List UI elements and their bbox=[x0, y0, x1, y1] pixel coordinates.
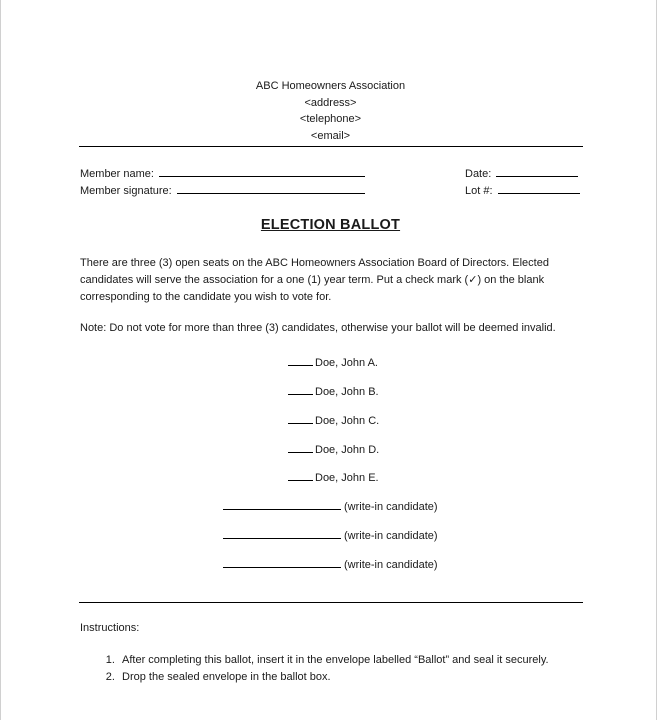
vote-blank[interactable] bbox=[288, 355, 313, 366]
write-in-label: (write-in candidate) bbox=[344, 530, 438, 542]
lot-row bbox=[465, 183, 580, 197]
intro-paragraph: There are three (3) open seats on the ABC Homeowners Association Board of Directors. Elected candidates will serve the association for a one (1) year term. Put a check mark (✓) on the blank corresponding to the candidate you wish to vote for. bbox=[80, 257, 549, 303]
candidate-name: Doe, John E. bbox=[315, 472, 379, 484]
org-name: ABC Homeowners Association bbox=[255, 80, 406, 92]
candidate-row bbox=[288, 413, 379, 427]
ballot-title: ELECTION BALLOT bbox=[260, 217, 401, 233]
org-telephone: <telephone> bbox=[299, 113, 362, 125]
date-field[interactable] bbox=[496, 166, 578, 177]
instruction-step: 1. After completing this ballot, insert it in the envelope labelled “Ballot” and seal it securely. bbox=[118, 652, 549, 669]
write-in-field[interactable] bbox=[223, 499, 341, 510]
org-email: <email> bbox=[310, 130, 351, 142]
member-signature-field[interactable] bbox=[177, 183, 365, 194]
instructions-heading: Instructions: bbox=[80, 622, 140, 634]
lot-field[interactable] bbox=[498, 183, 580, 194]
member-name-row bbox=[80, 166, 365, 180]
candidate-name: Doe, John A. bbox=[315, 357, 378, 369]
write-in-row bbox=[223, 557, 438, 571]
candidate-row bbox=[288, 442, 379, 456]
note-paragraph: Note: Do not vote for more than three (3) candidates, otherwise your ballot will be deemed invalid. bbox=[80, 322, 556, 334]
vote-blank[interactable] bbox=[288, 384, 313, 395]
member-name-label: Member name: bbox=[80, 168, 154, 180]
member-signature-row bbox=[80, 183, 365, 197]
header-divider bbox=[79, 146, 583, 147]
write-in-label: (write-in candidate) bbox=[344, 501, 438, 513]
write-in-field[interactable] bbox=[223, 557, 341, 568]
candidate-name: Doe, John D. bbox=[315, 444, 380, 456]
instruction-step: 2. Drop the sealed envelope in the ballot box. bbox=[118, 669, 549, 686]
candidate-name: Doe, John B. bbox=[315, 386, 379, 398]
member-name-field[interactable] bbox=[159, 166, 365, 177]
vote-blank[interactable] bbox=[288, 413, 313, 424]
lot-label: Lot #: bbox=[465, 185, 493, 197]
date-row bbox=[465, 166, 578, 180]
footer-divider bbox=[79, 602, 583, 603]
org-address: <address> bbox=[304, 97, 357, 109]
write-in-field[interactable] bbox=[223, 528, 341, 539]
candidate-name: Doe, John C. bbox=[315, 415, 380, 427]
vote-blank[interactable] bbox=[288, 442, 313, 453]
write-in-label: (write-in candidate) bbox=[344, 559, 438, 571]
write-in-row bbox=[223, 528, 438, 542]
member-signature-label: Member signature: bbox=[80, 185, 172, 197]
write-in-row bbox=[223, 499, 438, 513]
vote-blank[interactable] bbox=[288, 470, 313, 481]
date-label: Date: bbox=[465, 168, 492, 180]
candidate-row bbox=[288, 470, 379, 484]
candidate-row bbox=[288, 355, 378, 369]
candidate-row bbox=[288, 384, 379, 398]
instructions-list bbox=[80, 652, 549, 686]
